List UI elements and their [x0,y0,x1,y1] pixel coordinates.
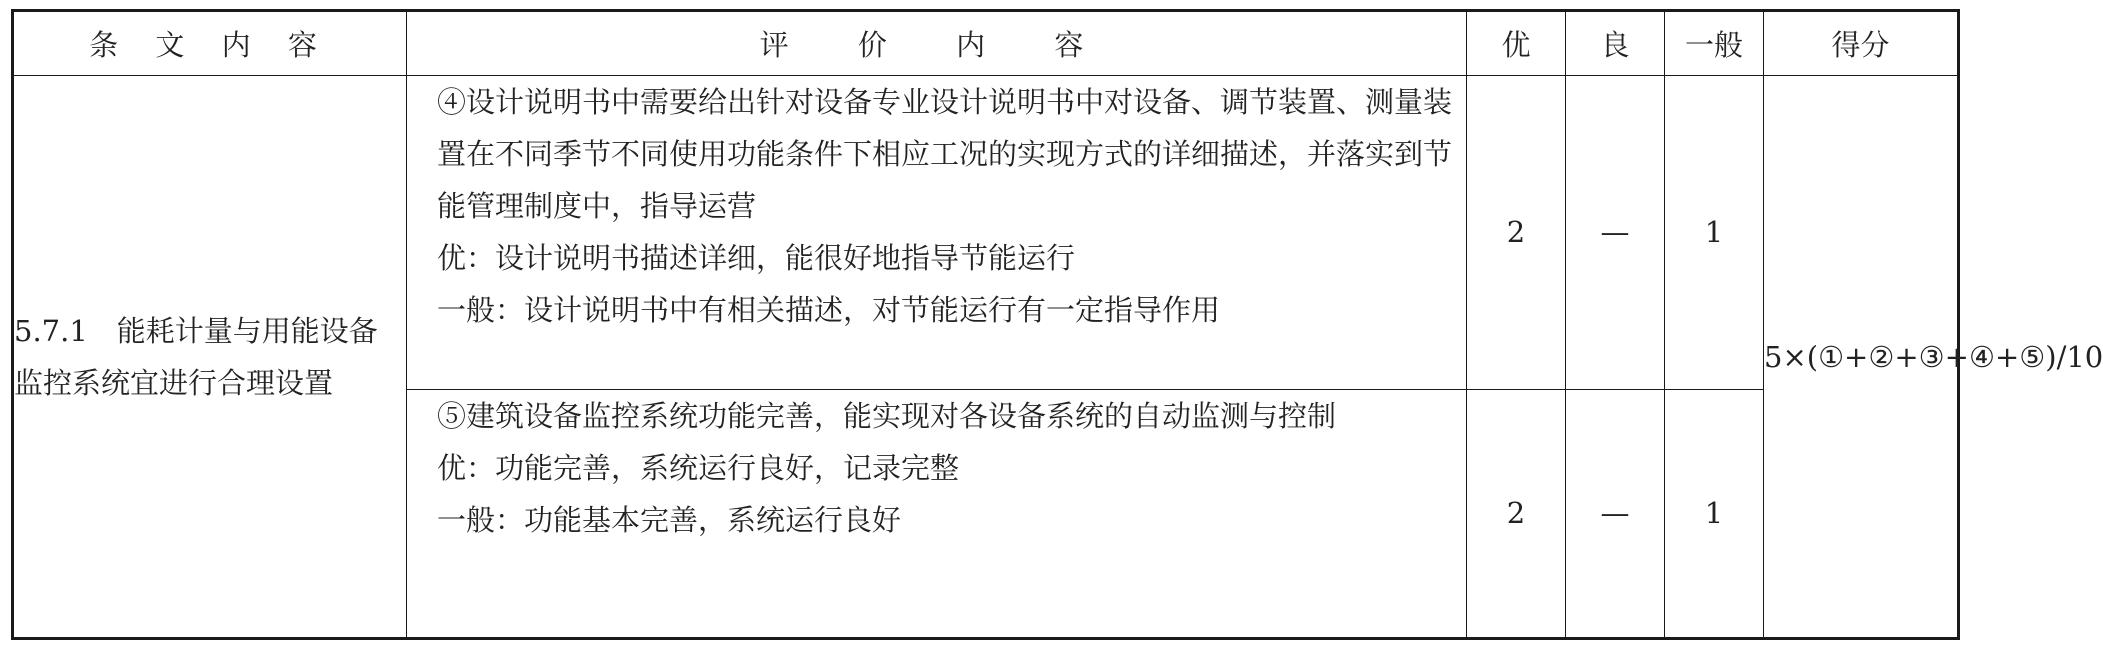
average-criteria: 一般：设计说明书中有相关描述，对节能运行有一定指导作用 [437,293,1221,327]
item-text: ⑤建筑设备监控系统功能完善，能实现对各设备系统的自动监测与控制 [437,398,1337,433]
score-formula: 5×(①+②+③+④+⑤)/10 [1764,76,1959,639]
excellent-criteria: 优：设计说明书描述详细，能很好地指导节能运行 [437,241,1076,275]
content-cell [407,76,1467,390]
content-cell [407,389,1467,638]
average-criteria: 一般：功能基本完善，系统运行良好 [437,502,902,537]
excellent-score: 2 [1467,76,1566,390]
header-average: 一般 [1665,11,1764,76]
clause-cell: 5.7.1 能耗计量与用能设备监控系统宜进行合理设置 [13,76,407,639]
header-clause: 条 文 内 容 [13,11,407,76]
excellent-criteria: 优：功能完善，系统运行良好，记录完整 [437,450,960,485]
header-good: 良 [1566,11,1665,76]
header-row [13,11,1959,76]
average-score: 1 [1665,76,1764,390]
good-score: — [1566,76,1665,390]
header-score: 得分 [1764,11,1959,76]
average-score: 1 [1665,389,1764,638]
item-text: ④设计说明书中需要给出针对设备专业设计说明书中对设备、调节装置、测量装置在不同季节不同使用功能条件下相应工况的实现方式的详细描述，并落实到节能管理制度中，指导运营 [437,85,1453,223]
header-excellent: 优 [1467,11,1566,76]
excellent-score: 2 [1467,389,1566,638]
table-row [13,76,1959,390]
header-content: 评 价 内 容 [407,11,1467,76]
evaluation-table [11,9,2103,640]
good-score: — [1566,389,1665,638]
